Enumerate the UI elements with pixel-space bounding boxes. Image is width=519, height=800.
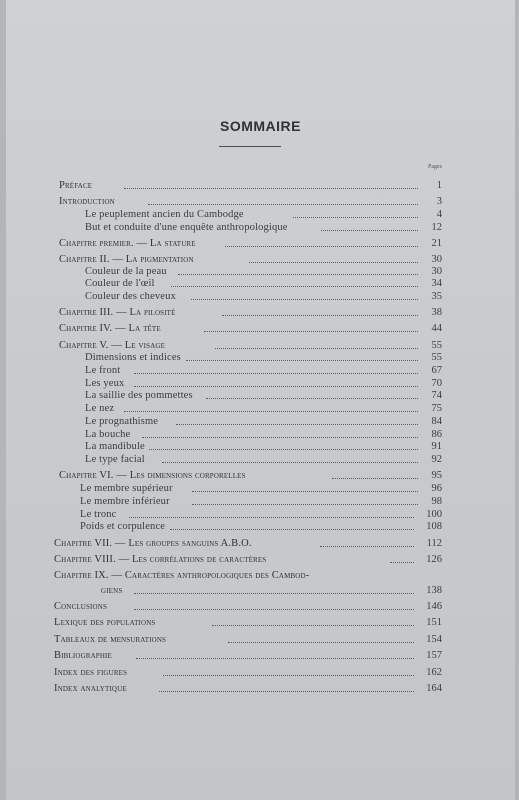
toc-leader-dots [163, 675, 414, 676]
toc-leader-dots [192, 504, 418, 505]
toc-leader-dots [212, 625, 414, 626]
toc-entry[interactable] [6, 389, 515, 402]
toc-leader-dots [170, 529, 414, 530]
toc-entry[interactable] [6, 351, 515, 364]
toc-entry-label: Le type facial [85, 454, 145, 465]
toc-leader-dots [134, 593, 414, 594]
toc-entry[interactable] [6, 569, 515, 582]
toc-page-number: 100 [426, 509, 442, 520]
toc-page-number: 96 [431, 483, 442, 494]
toc-entry[interactable] [6, 616, 515, 629]
toc-entry[interactable] [6, 440, 515, 453]
toc-entry-label: Chapitre premier. — La stature [59, 238, 196, 249]
toc-entry[interactable] [6, 520, 515, 533]
toc-entry-label: Dimensions et indices [85, 352, 181, 363]
toc-entry[interactable] [6, 402, 515, 415]
toc-entry-label: Le tronc [80, 509, 117, 520]
toc-page-number: 112 [426, 538, 442, 549]
toc-entry[interactable] [6, 453, 515, 466]
toc-page-number: 3 [436, 196, 442, 207]
toc-leader-dots [149, 449, 418, 450]
toc-leader-dots [176, 424, 418, 425]
toc-entry-label: Introduction [59, 196, 115, 207]
toc-entry-label: Chapitre VIII. — Les corrélations de caractères [54, 554, 267, 565]
toc-page-number: 4 [436, 209, 442, 220]
toc-leader-dots [178, 274, 418, 275]
toc-leader-dots [129, 517, 414, 518]
page-title: SOMMAIRE [220, 118, 301, 134]
toc-page-number: 21 [431, 238, 442, 249]
toc-page-number: 157 [426, 650, 442, 661]
toc-entry-label: Index analytique [54, 683, 127, 694]
toc-entry-label: La bouche [85, 429, 131, 440]
toc-leader-dots [134, 373, 418, 374]
toc-entry-label: Tableaux de mensurations [54, 634, 167, 645]
toc-entry[interactable] [6, 306, 515, 319]
toc-leader-dots [171, 286, 418, 287]
toc-entry-label: Le front [85, 365, 121, 376]
toc-leader-dots [148, 204, 418, 205]
toc-entry-label: Préface [59, 180, 93, 191]
toc-leader-dots [142, 437, 418, 438]
toc-page-number: 92 [431, 454, 442, 465]
toc-entry[interactable] [6, 277, 515, 290]
toc-page-number: 108 [426, 521, 442, 532]
toc-leader-dots [321, 230, 418, 231]
pages-column-header: Pages [428, 164, 442, 170]
toc-entry[interactable] [6, 364, 515, 377]
toc-leader-dots [191, 299, 418, 300]
toc-page-number: 70 [431, 378, 442, 389]
toc-leader-dots [249, 262, 418, 263]
toc-entry-label: Index des figures [54, 667, 128, 678]
toc-leader-dots [228, 642, 414, 643]
title-rule [219, 146, 281, 147]
toc-entry-label: Le prognathisme [85, 416, 159, 427]
toc-entry-label: Les yeux [85, 378, 125, 389]
toc-page-number: 151 [426, 617, 442, 628]
toc-entry-label: Couleur des cheveux [85, 291, 176, 302]
toc-page-number: 67 [431, 365, 442, 376]
toc-leader-dots [186, 360, 418, 361]
toc-entry[interactable] [6, 633, 515, 646]
toc-page-number: 86 [431, 429, 442, 440]
toc-leader-dots [222, 315, 418, 316]
toc-entry[interactable] [6, 682, 515, 695]
toc-leader-dots [225, 246, 418, 247]
toc-entry-label: La mandibule [85, 441, 145, 452]
toc-entry-label: La saillie des pommettes [85, 390, 193, 401]
toc-entry[interactable] [6, 584, 515, 597]
toc-entry-label: Chapitre IX. — Caractères anthropologiques des Cambod- [54, 570, 310, 581]
toc-page-number: 55 [431, 352, 442, 363]
toc-leader-dots [134, 386, 418, 387]
toc-leader-dots [390, 562, 414, 563]
toc-leader-dots [136, 658, 414, 659]
toc-entry-label: Chapitre VII. — Les groupes sanguins A.B.O. [54, 538, 252, 549]
toc-entry-label: Le membre inférieur [80, 496, 170, 507]
toc-page-number: 30 [431, 254, 442, 265]
toc-leader-dots [162, 462, 418, 463]
toc-entry-label: Bibliographie [54, 650, 112, 661]
toc-entry[interactable] [6, 666, 515, 679]
toc-entry[interactable] [6, 237, 515, 250]
toc-leader-dots [332, 478, 418, 479]
toc-leader-dots [192, 491, 418, 492]
toc-entry[interactable] [6, 469, 515, 482]
toc-entry-label: Chapitre II. — La pigmentation [59, 254, 194, 265]
toc-leader-dots [124, 188, 418, 189]
toc-entry[interactable] [6, 415, 515, 428]
toc-entry[interactable] [6, 195, 515, 208]
toc-page-number: 35 [431, 291, 442, 302]
toc-page-number: 154 [426, 634, 442, 645]
toc-page-number: 12 [431, 222, 442, 233]
toc-entry[interactable] [6, 553, 515, 566]
toc-entry-label: Lexique des populations [54, 617, 156, 628]
toc-leader-dots [215, 348, 418, 349]
document-page [6, 0, 515, 800]
toc-page-number: 74 [431, 390, 442, 401]
toc-page-number: 138 [426, 585, 442, 596]
toc-leader-dots [320, 546, 414, 547]
toc-entry[interactable] [6, 290, 515, 303]
toc-entry-label: Chapitre V. — Le visage [59, 340, 166, 351]
toc-page-number: 84 [431, 416, 442, 427]
toc-entry[interactable] [6, 600, 515, 613]
toc-entry[interactable] [6, 537, 515, 550]
toc-page-number: 34 [431, 278, 442, 289]
toc-entry-label: Conclusions [54, 601, 107, 612]
toc-page-number: 38 [431, 307, 442, 318]
toc-page-number: 95 [431, 470, 442, 481]
toc-page-number: 91 [431, 441, 442, 452]
toc-page-number: 75 [431, 403, 442, 414]
toc-entry[interactable] [6, 221, 515, 234]
toc-page-number: 98 [431, 496, 442, 507]
toc-entry-label: Couleur de l'œil [85, 278, 155, 289]
toc-leader-dots [293, 217, 418, 218]
toc-entry-label: But et conduite d'une enquête anthropologique [85, 222, 288, 233]
toc-leader-dots [206, 398, 418, 399]
toc-page-number: 162 [426, 667, 442, 678]
toc-page-number: 1 [436, 180, 442, 191]
toc-page-number: 30 [431, 266, 442, 277]
toc-entry[interactable] [6, 482, 515, 495]
toc-page-number: 44 [431, 323, 442, 334]
toc-entry-label: Le nez [85, 403, 115, 414]
toc-leader-dots [204, 331, 418, 332]
toc-leader-dots [134, 609, 414, 610]
toc-entry-label: Couleur de la peau [85, 266, 167, 277]
toc-entry[interactable] [6, 649, 515, 662]
toc-entry-label: Le membre supérieur [80, 483, 173, 494]
toc-page-number: 164 [426, 683, 442, 694]
toc-page-number: 146 [426, 601, 442, 612]
toc-leader-dots [159, 691, 414, 692]
toc-page-number: 126 [426, 554, 442, 565]
toc-entry-label: Chapitre III. — La pilosité [59, 307, 176, 318]
toc-entry[interactable] [6, 495, 515, 508]
toc-entry-label: Chapitre IV. — La tête [59, 323, 161, 334]
toc-entry[interactable] [6, 322, 515, 335]
toc-entry-label: Le peuplement ancien du Cambodge [85, 209, 244, 220]
toc-entry-label: giens [101, 585, 123, 596]
toc-page-number: 55 [431, 340, 442, 351]
toc-leader-dots [124, 411, 418, 412]
toc-entry-label: Chapitre VI. — Les dimensions corporelles [59, 470, 246, 481]
toc-entry[interactable] [6, 208, 515, 221]
toc-entry-label: Poids et corpulence [80, 521, 166, 532]
toc-entry[interactable] [6, 179, 515, 192]
